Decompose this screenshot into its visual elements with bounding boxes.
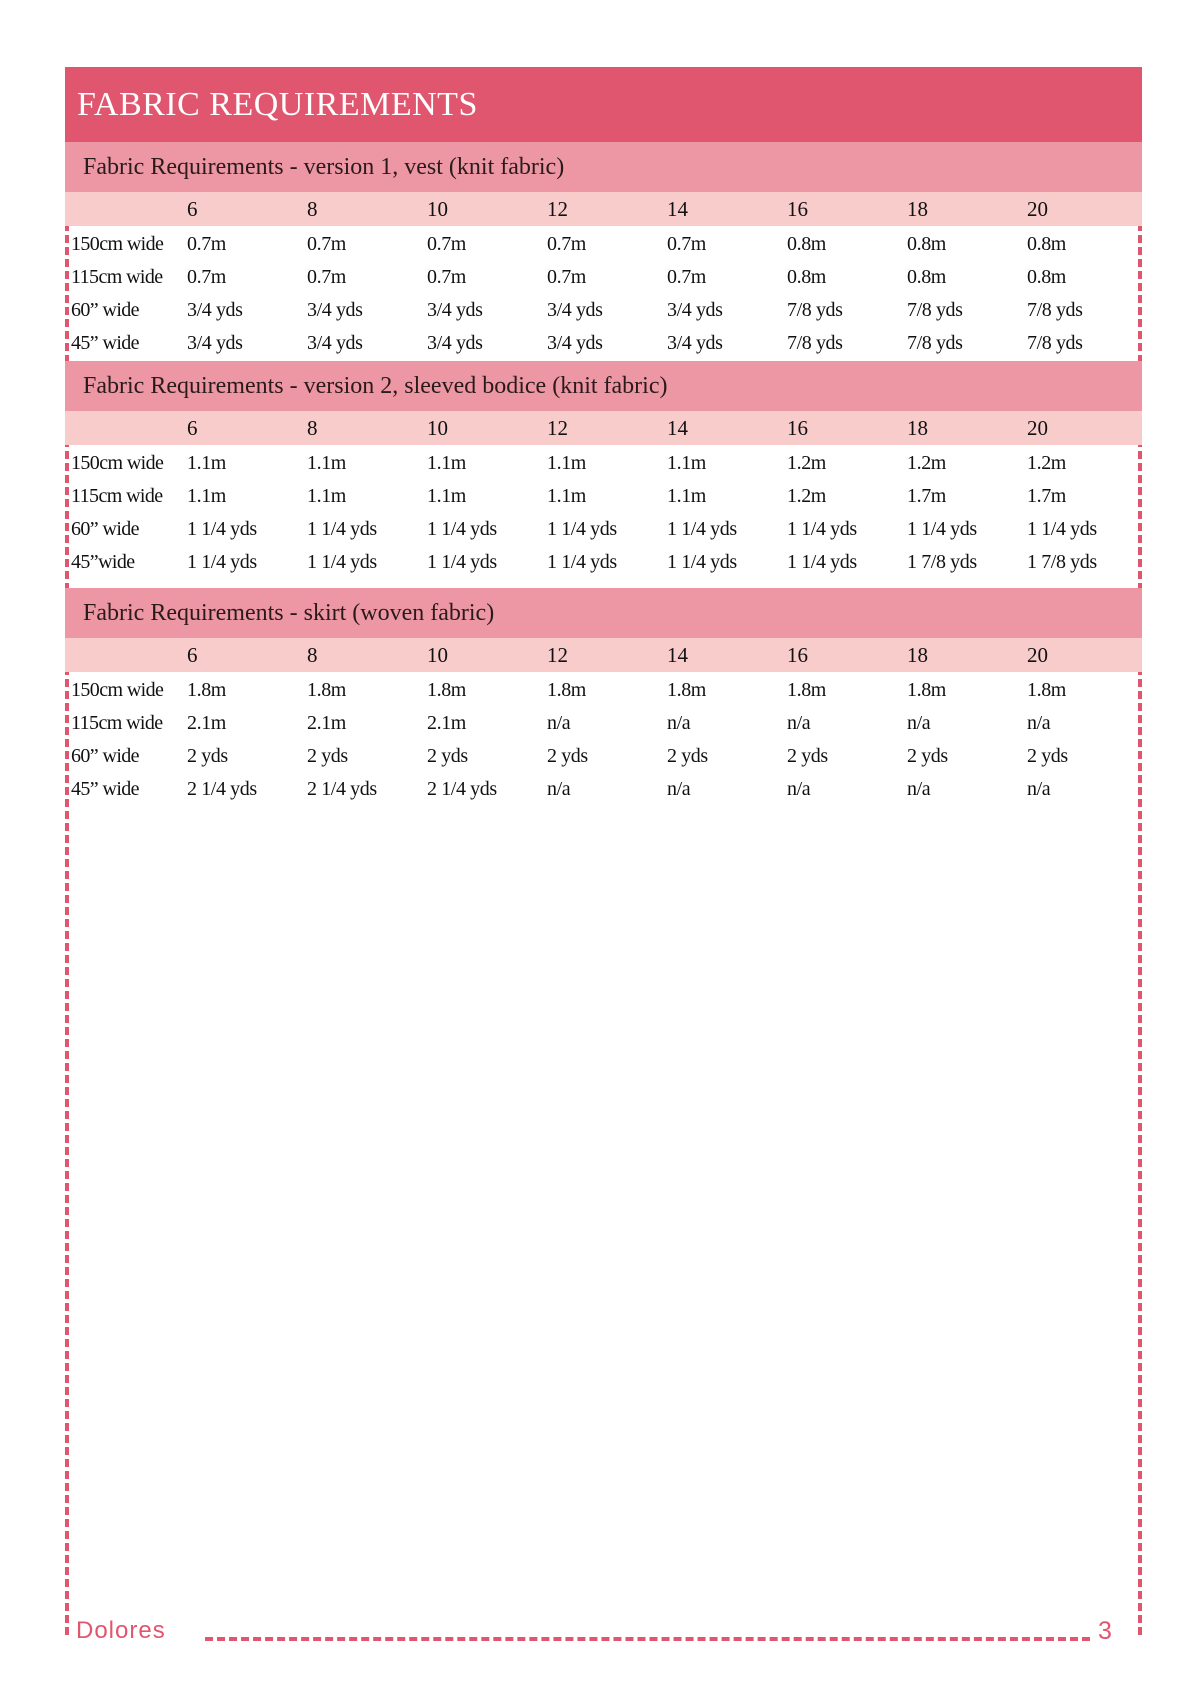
table-row	[65, 546, 1142, 579]
fabric-width-label: 60” wide	[71, 518, 139, 540]
fabric-amount-cell: 1.7m	[1027, 485, 1066, 507]
section-heading: Fabric Requirements - version 2, sleeved bodice (knit fabric)	[65, 361, 1142, 411]
fabric-amount-cell: 1 1/4 yds	[307, 518, 377, 540]
fabric-amount-cell: 1 1/4 yds	[667, 551, 737, 573]
fabric-amount-cell: n/a	[667, 712, 691, 734]
fabric-width-label: 115cm wide	[71, 485, 163, 507]
fabric-amount-cell: 1.8m	[1027, 679, 1066, 701]
size-header-cell: 10	[427, 642, 448, 667]
fabric-amount-cell: 1 1/4 yds	[427, 518, 497, 540]
fabric-amount-cell: 3/4 yds	[667, 299, 723, 321]
fabric-width-label: 45” wide	[71, 332, 139, 354]
fabric-width-label: 150cm wide	[71, 233, 164, 255]
fabric-amount-cell: 1.2m	[907, 452, 946, 474]
fabric-amount-cell: 1.1m	[427, 452, 466, 474]
fabric-amount-cell: 1.1m	[667, 452, 706, 474]
fabric-amount-cell: 1.8m	[907, 679, 946, 701]
fabric-amount-cell: 0.7m	[307, 266, 346, 288]
fabric-amount-cell: 2 1/4 yds	[307, 778, 377, 800]
fabric-amount-cell: 3/4 yds	[307, 332, 363, 354]
table-row	[65, 327, 1142, 360]
fabric-amount-cell: 1.1m	[187, 485, 226, 507]
size-header-cell: 20	[1027, 196, 1048, 221]
size-header-row	[65, 638, 1142, 672]
fabric-amount-cell: 3/4 yds	[547, 332, 603, 354]
fabric-amount-cell: 1 1/4 yds	[1027, 518, 1097, 540]
size-header-cell: 6	[187, 642, 198, 667]
size-header-cell: 12	[547, 415, 568, 440]
fabric-amount-cell: 0.7m	[667, 233, 706, 255]
fabric-amount-cell: n/a	[547, 712, 571, 734]
fabric-amount-cell: 1.8m	[787, 679, 826, 701]
table-row	[65, 261, 1142, 294]
fabric-amount-cell: 1.1m	[307, 452, 346, 474]
fabric-amount-cell: 1 1/4 yds	[547, 518, 617, 540]
fabric-amount-cell: 0.7m	[547, 233, 586, 255]
fabric-amount-cell: 1 1/4 yds	[427, 551, 497, 573]
fabric-amount-cell: 3/4 yds	[187, 299, 243, 321]
fabric-amount-cell: n/a	[907, 778, 931, 800]
fabric-amount-cell: 0.7m	[667, 266, 706, 288]
size-header-cell: 8	[307, 196, 318, 221]
fabric-amount-cell: 2.1m	[307, 712, 346, 734]
fabric-amount-cell: 1.7m	[907, 485, 946, 507]
fabric-amount-cell: 0.7m	[427, 266, 466, 288]
fabric-width-label: 60” wide	[71, 299, 139, 321]
fabric-amount-cell: 1.1m	[187, 452, 226, 474]
fabric-amount-cell: 3/4 yds	[667, 332, 723, 354]
fabric-amount-cell: 1.2m	[787, 485, 826, 507]
fabric-amount-cell: 0.7m	[187, 233, 226, 255]
fabric-amount-cell: 3/4 yds	[187, 332, 243, 354]
fabric-amount-cell: 1 7/8 yds	[907, 551, 977, 573]
fabric-amount-cell: 1.8m	[307, 679, 346, 701]
size-header-cell: 10	[427, 196, 448, 221]
size-header-cell: 10	[427, 415, 448, 440]
size-header-cell: 12	[547, 196, 568, 221]
size-header-cell: 16	[787, 642, 808, 667]
table-row	[65, 513, 1142, 546]
table-row	[65, 674, 1142, 707]
table-row	[65, 447, 1142, 480]
table-row	[65, 740, 1142, 773]
size-header-cell: 14	[667, 415, 688, 440]
fabric-amount-cell: 2 yds	[907, 745, 948, 767]
table-row	[65, 707, 1142, 740]
size-header-cell: 14	[667, 642, 688, 667]
footer-divider	[205, 1637, 1090, 1641]
fabric-width-label: 115cm wide	[71, 712, 163, 734]
fabric-amount-cell: 7/8 yds	[787, 299, 843, 321]
fabric-amount-cell: 2 yds	[427, 745, 468, 767]
size-header-cell: 16	[787, 196, 808, 221]
page-title	[65, 67, 1142, 142]
fabric-amount-cell: 3/4 yds	[427, 299, 483, 321]
section-version-2	[65, 361, 1142, 579]
fabric-width-label: 45”wide	[71, 551, 135, 573]
fabric-amount-cell: 1.8m	[547, 679, 586, 701]
fabric-amount-cell: 0.8m	[787, 233, 826, 255]
footer-brand: Dolores	[76, 1617, 166, 1644]
fabric-amount-cell: n/a	[787, 778, 811, 800]
fabric-amount-cell: 1 1/4 yds	[187, 551, 257, 573]
fabric-amount-cell: 0.7m	[427, 233, 466, 255]
fabric-width-label: 150cm wide	[71, 452, 164, 474]
fabric-amount-cell: 1.2m	[1027, 452, 1066, 474]
size-header-row	[65, 192, 1142, 226]
size-header-cell: 18	[907, 196, 928, 221]
size-header-cell: 12	[547, 642, 568, 667]
size-header-cell: 8	[307, 415, 318, 440]
fabric-amount-cell: 1 1/4 yds	[547, 551, 617, 573]
table-row	[65, 480, 1142, 513]
size-header-cell: 20	[1027, 415, 1048, 440]
fabric-amount-cell: n/a	[907, 712, 931, 734]
fabric-amount-cell: 1.1m	[307, 485, 346, 507]
page-number: 3	[1098, 1617, 1112, 1645]
table-row	[65, 773, 1142, 806]
fabric-amount-cell: 2 yds	[187, 745, 228, 767]
fabric-amount-cell: 3/4 yds	[547, 299, 603, 321]
fabric-amount-cell: 7/8 yds	[1027, 332, 1083, 354]
fabric-amount-cell: 7/8 yds	[907, 332, 963, 354]
section-skirt	[65, 588, 1142, 806]
fabric-amount-cell: 2.1m	[427, 712, 466, 734]
fabric-amount-cell: 1.1m	[667, 485, 706, 507]
fabric-width-label: 60” wide	[71, 745, 139, 767]
fabric-amount-cell: 2 yds	[1027, 745, 1068, 767]
table-row	[65, 228, 1142, 261]
fabric-amount-cell: 7/8 yds	[787, 332, 843, 354]
fabric-amount-cell: 0.7m	[187, 266, 226, 288]
fabric-amount-cell: 1.2m	[787, 452, 826, 474]
fabric-amount-cell: 3/4 yds	[307, 299, 363, 321]
size-header-cell: 6	[187, 415, 198, 440]
fabric-amount-cell: n/a	[787, 712, 811, 734]
fabric-amount-cell: 1.1m	[427, 485, 466, 507]
fabric-amount-cell: 1 7/8 yds	[1027, 551, 1097, 573]
fabric-amount-cell: 2.1m	[187, 712, 226, 734]
fabric-amount-cell: 1.1m	[547, 452, 586, 474]
fabric-width-label: 150cm wide	[71, 679, 164, 701]
fabric-amount-cell: 7/8 yds	[1027, 299, 1083, 321]
fabric-amount-cell: 1.8m	[187, 679, 226, 701]
fabric-amount-cell: 1.8m	[427, 679, 466, 701]
section-heading: Fabric Requirements - version 1, vest (knit fabric)	[65, 142, 1142, 192]
fabric-width-label: 115cm wide	[71, 266, 163, 288]
fabric-amount-cell: 2 yds	[307, 745, 348, 767]
size-header-cell: 6	[187, 196, 198, 221]
fabric-amount-cell: n/a	[547, 778, 571, 800]
size-header-cell: 20	[1027, 642, 1048, 667]
fabric-amount-cell: 2 1/4 yds	[187, 778, 257, 800]
section-heading: Fabric Requirements - skirt (woven fabric)	[65, 588, 1142, 638]
size-header-row	[65, 411, 1142, 445]
fabric-amount-cell: 0.8m	[1027, 266, 1066, 288]
fabric-amount-cell: 2 yds	[547, 745, 588, 767]
size-header-cell: 8	[307, 642, 318, 667]
table-row	[65, 294, 1142, 327]
fabric-amount-cell: 1 1/4 yds	[187, 518, 257, 540]
section-version-1	[65, 142, 1142, 360]
fabric-amount-cell: 1.8m	[667, 679, 706, 701]
size-header-cell: 14	[667, 196, 688, 221]
size-header-cell: 16	[787, 415, 808, 440]
fabric-amount-cell: 0.7m	[307, 233, 346, 255]
fabric-amount-cell: 1 1/4 yds	[787, 518, 857, 540]
fabric-amount-cell: 1.1m	[547, 485, 586, 507]
fabric-amount-cell: 1 1/4 yds	[907, 518, 977, 540]
size-header-cell: 18	[907, 642, 928, 667]
fabric-amount-cell: n/a	[1027, 712, 1051, 734]
fabric-amount-cell: 0.8m	[787, 266, 826, 288]
fabric-amount-cell: 7/8 yds	[907, 299, 963, 321]
fabric-amount-cell: 0.8m	[907, 233, 946, 255]
page-title-text: FABRIC REQUIREMENTS	[77, 85, 478, 123]
fabric-amount-cell: 3/4 yds	[427, 332, 483, 354]
fabric-amount-cell: n/a	[667, 778, 691, 800]
fabric-amount-cell: 1 1/4 yds	[307, 551, 377, 573]
fabric-amount-cell: 2 1/4 yds	[427, 778, 497, 800]
fabric-amount-cell: 0.7m	[547, 266, 586, 288]
fabric-amount-cell: 2 yds	[787, 745, 828, 767]
fabric-amount-cell: 2 yds	[667, 745, 708, 767]
fabric-amount-cell: n/a	[1027, 778, 1051, 800]
fabric-amount-cell: 0.8m	[907, 266, 946, 288]
fabric-amount-cell: 0.8m	[1027, 233, 1066, 255]
fabric-amount-cell: 1 1/4 yds	[787, 551, 857, 573]
fabric-amount-cell: 1 1/4 yds	[667, 518, 737, 540]
fabric-width-label: 45” wide	[71, 778, 139, 800]
size-header-cell: 18	[907, 415, 928, 440]
